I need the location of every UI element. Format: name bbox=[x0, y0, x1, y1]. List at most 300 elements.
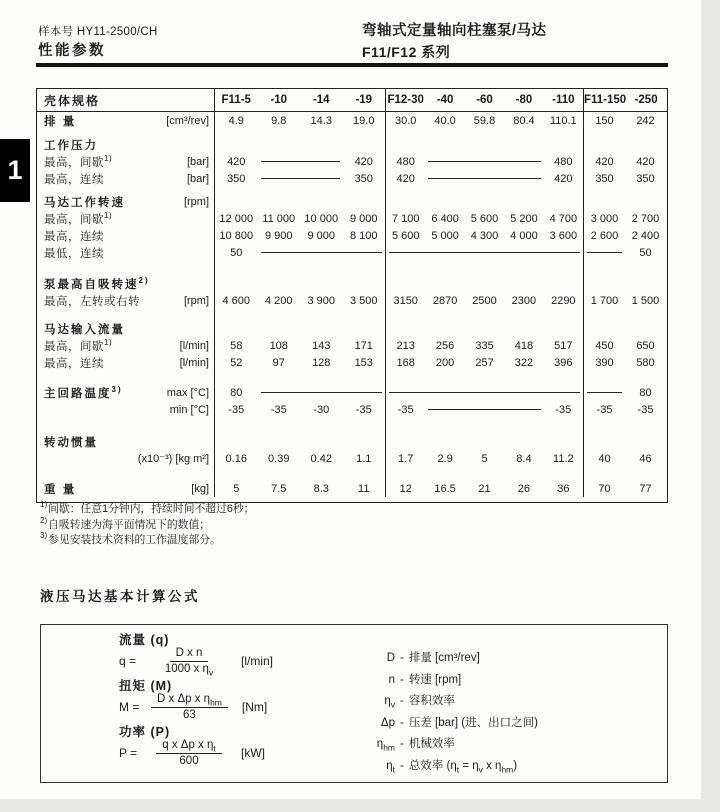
row-unit: min [°C] bbox=[169, 403, 209, 416]
cell-value: 0.39 bbox=[268, 452, 290, 465]
cell-value: 108 bbox=[269, 339, 288, 352]
fraction-numerator: D x Δp x $\eta_{hm}$ bbox=[151, 693, 228, 708]
row-label: 重 量 bbox=[44, 483, 77, 496]
formula-block bbox=[119, 633, 274, 678]
footnotes bbox=[40, 502, 254, 549]
cell-value: 480 bbox=[396, 155, 415, 168]
cell-value: 420 bbox=[595, 155, 614, 168]
table-group bbox=[214, 276, 385, 292]
table-group bbox=[385, 450, 583, 467]
row-label-cell bbox=[37, 210, 214, 227]
cell-value: 12 bbox=[399, 482, 412, 495]
cell-value: -35 bbox=[555, 403, 572, 416]
cell-value: 4 600 bbox=[222, 294, 251, 307]
cell-value: 200 bbox=[435, 356, 455, 369]
cell-value: 390 bbox=[595, 356, 614, 369]
row-label: 最高，连续 bbox=[44, 230, 104, 243]
row-label: 最低，连续 bbox=[44, 247, 104, 260]
cell-value: 4.9 bbox=[228, 114, 244, 127]
subscript: v bbox=[208, 667, 214, 678]
cell-value: 171 bbox=[354, 339, 373, 352]
table-group bbox=[583, 401, 666, 418]
span-line bbox=[587, 392, 622, 393]
cell-value: 7 100 bbox=[391, 212, 420, 225]
table-gap-row bbox=[37, 187, 667, 194]
row-label: 排 量 bbox=[44, 115, 77, 128]
footnote-marker: 3) bbox=[111, 384, 123, 394]
cell-value: 80 bbox=[230, 386, 243, 399]
subscript: t bbox=[392, 763, 395, 774]
table-group bbox=[583, 210, 666, 227]
cell-value: 242 bbox=[636, 114, 655, 127]
cell-value: 16.5 bbox=[434, 482, 456, 495]
table-row bbox=[37, 194, 667, 210]
table-group bbox=[583, 194, 666, 210]
legend-symbol: $\eta_t$ bbox=[386, 759, 395, 774]
cell-value: 143 bbox=[312, 339, 331, 352]
table-group bbox=[385, 129, 583, 137]
fraction-denominator: 63 bbox=[183, 709, 196, 721]
cell-value: 52 bbox=[230, 356, 243, 369]
table-row bbox=[37, 112, 667, 129]
legend-symbol: D bbox=[386, 652, 395, 664]
cell-value: -35 bbox=[397, 403, 414, 416]
table-group bbox=[583, 309, 666, 321]
cell-value: 2300 bbox=[511, 294, 537, 307]
cell-value: 3 600 bbox=[549, 229, 578, 242]
row-label-cell bbox=[37, 418, 214, 434]
cell-value: 580 bbox=[636, 356, 655, 369]
table-group bbox=[583, 244, 666, 261]
span-line bbox=[428, 178, 540, 179]
row-label: 最高，间歇$^{1)}$ bbox=[44, 153, 113, 169]
model-header: -60 bbox=[476, 94, 493, 106]
fraction-denominator: 600 bbox=[179, 755, 199, 767]
row-label-cell bbox=[37, 170, 214, 187]
doc-number: 样本号 HY11-2500/CH bbox=[38, 26, 158, 38]
cell-value: 153 bbox=[354, 356, 373, 369]
cell-value: 3150 bbox=[393, 294, 418, 307]
cell-value: 80.4 bbox=[513, 114, 535, 127]
legend-dash: - bbox=[400, 716, 404, 729]
cell-value: 40.0 bbox=[434, 114, 456, 127]
table-gap-row bbox=[37, 418, 667, 434]
cell-value: 5 bbox=[233, 482, 240, 495]
footnote-marker: 2) bbox=[138, 276, 150, 286]
legend-item bbox=[349, 649, 538, 671]
footnote-marker: 1) bbox=[40, 500, 48, 510]
row-unit: [rpm] bbox=[183, 196, 209, 208]
table-group bbox=[214, 450, 385, 467]
legend-text: 机械效率 bbox=[408, 738, 455, 750]
cell-value: -30 bbox=[313, 403, 330, 416]
cell-value: 4 200 bbox=[264, 294, 293, 307]
subscript: v bbox=[478, 763, 483, 774]
row-label-cell bbox=[37, 401, 214, 418]
cell-value: 350 bbox=[227, 172, 246, 185]
cell-value: 450 bbox=[595, 339, 614, 352]
cell-value: 70 bbox=[598, 482, 611, 495]
table-group bbox=[583, 129, 666, 137]
table-group bbox=[214, 467, 385, 480]
row-label-cell bbox=[37, 129, 214, 137]
table-header-row bbox=[37, 89, 667, 112]
legend-item bbox=[349, 714, 538, 736]
table-header-group bbox=[214, 89, 385, 111]
row-label-cell bbox=[37, 227, 214, 244]
product-series: F11/F12 系列 bbox=[362, 44, 451, 60]
table-group bbox=[385, 384, 583, 401]
cell-value: 19.0 bbox=[353, 114, 375, 127]
cell-value: 8.4 bbox=[516, 452, 532, 465]
table-group bbox=[385, 261, 583, 276]
table-group bbox=[214, 480, 385, 497]
page-title: 性能参数 bbox=[38, 43, 106, 59]
cell-value: 10 800 bbox=[219, 229, 254, 242]
cell-value: 36 bbox=[557, 482, 570, 495]
row-label: 转动惯量 bbox=[44, 437, 98, 449]
legend-text: 排量 [cm³/rev] bbox=[408, 652, 480, 664]
cell-value: -35 bbox=[270, 403, 287, 416]
table-group bbox=[385, 401, 583, 418]
cell-value: 1.1 bbox=[356, 452, 372, 465]
span-line bbox=[389, 252, 580, 253]
row-label: 最高，连续 bbox=[44, 357, 104, 370]
table-gap-row bbox=[37, 309, 667, 321]
footnote: $^{1)}$间歇：任意1分钟内，持续时间不超过6秒； bbox=[40, 500, 255, 515]
footnote-marker: 1) bbox=[104, 210, 113, 220]
formula-name: 扭矩 (M) bbox=[119, 679, 173, 693]
row-label: 最高，连续 bbox=[44, 173, 104, 186]
cell-value: 5 000 bbox=[431, 229, 459, 242]
table-row bbox=[37, 354, 667, 371]
cell-value: 11 000 bbox=[262, 212, 296, 225]
cell-value: 350 bbox=[354, 172, 373, 185]
table-group bbox=[214, 309, 385, 321]
table-gap-row bbox=[37, 467, 667, 480]
cell-value: -35 bbox=[228, 403, 245, 416]
table-group bbox=[583, 480, 666, 497]
subscript: hm bbox=[501, 763, 514, 774]
table-group bbox=[214, 401, 385, 418]
table-row bbox=[37, 292, 667, 309]
table-group bbox=[583, 384, 666, 401]
cell-value: 420 bbox=[354, 155, 373, 168]
formula-lhs: M = bbox=[119, 700, 140, 714]
cell-value: 21 bbox=[478, 482, 491, 495]
row-label: 最高，间歇$^{1)}$ bbox=[44, 337, 113, 353]
model-header: F11-5 bbox=[221, 94, 251, 106]
product-header bbox=[362, 21, 547, 63]
table-group bbox=[214, 187, 385, 194]
table-row bbox=[37, 337, 667, 354]
cell-value: 1 500 bbox=[631, 294, 660, 307]
table-group bbox=[214, 261, 385, 276]
table-group bbox=[214, 354, 385, 371]
header-rule bbox=[36, 63, 668, 67]
formula-row bbox=[119, 739, 273, 767]
footnote: $^{2)}$自吸转速为海平面情况下的数值； bbox=[40, 515, 211, 531]
row-label-cell bbox=[37, 194, 214, 210]
legend-dash: - bbox=[400, 695, 404, 707]
table-group bbox=[385, 337, 583, 354]
legend-dash: - bbox=[400, 652, 404, 664]
row-label: 马达工作转速 bbox=[44, 197, 125, 209]
legend-text: 转速 [rpm] bbox=[408, 673, 462, 686]
table-header-group bbox=[385, 89, 583, 111]
legend-text: 容积效率 bbox=[408, 695, 455, 707]
cell-value: 480 bbox=[554, 155, 573, 168]
row-label-cell bbox=[37, 261, 214, 276]
subscript: hm bbox=[383, 742, 395, 753]
table-group bbox=[583, 418, 666, 434]
model-header: F12-30 bbox=[387, 94, 424, 106]
cell-value: 2500 bbox=[472, 294, 497, 307]
formula-row bbox=[119, 693, 273, 721]
cell-value: 128 bbox=[312, 356, 331, 369]
cell-value: 3 500 bbox=[349, 294, 378, 307]
table-group bbox=[385, 480, 583, 497]
row-label: 最高，左转或右转 bbox=[44, 295, 140, 308]
cell-value: 3 000 bbox=[590, 212, 619, 225]
table-group bbox=[583, 153, 666, 170]
table-group bbox=[214, 137, 385, 153]
cell-value: 0.42 bbox=[310, 452, 332, 465]
table-group bbox=[583, 450, 666, 467]
row-label: 最高，间歇$^{1)}$ bbox=[44, 210, 113, 226]
section-tab: 1 bbox=[0, 139, 30, 202]
cell-value: 650 bbox=[636, 339, 655, 352]
footnote-marker: 1) bbox=[104, 153, 113, 163]
cell-value: 58 bbox=[230, 339, 243, 352]
cell-value: 420 bbox=[636, 155, 655, 168]
table-group bbox=[385, 309, 583, 321]
table-group bbox=[583, 137, 666, 153]
footnote: $^{3)}$参见安装技术资料的工作温度部分。 bbox=[40, 531, 221, 546]
table-row bbox=[37, 450, 667, 467]
row-label: 主回路温度$^{3)}$ bbox=[44, 384, 123, 400]
table-group bbox=[583, 292, 666, 309]
formula-row bbox=[119, 647, 274, 678]
formula-unit: [Nm] bbox=[241, 700, 268, 714]
cell-value: 9 000 bbox=[349, 212, 378, 225]
cell-value: 420 bbox=[396, 172, 415, 185]
row-unit: [bar] bbox=[186, 155, 209, 168]
cell-value: -35 bbox=[355, 403, 372, 416]
cell-value: 6 400 bbox=[431, 212, 459, 225]
formula-lhs: P = bbox=[119, 746, 138, 760]
cell-value: 396 bbox=[554, 356, 573, 369]
table-row bbox=[37, 244, 667, 261]
cell-value: 5 200 bbox=[510, 212, 538, 225]
model-header: -10 bbox=[270, 94, 288, 106]
span-line bbox=[261, 161, 340, 162]
legend-dash: - bbox=[400, 759, 404, 772]
cell-value: 50 bbox=[639, 246, 652, 259]
table-group bbox=[583, 276, 666, 292]
table-group bbox=[214, 371, 385, 384]
row-label: 马达输入流量 bbox=[44, 324, 125, 336]
subscript: t bbox=[213, 743, 216, 754]
legend-dash: - bbox=[400, 673, 404, 686]
row-unit: [kg] bbox=[191, 482, 209, 495]
table-group bbox=[385, 354, 583, 371]
span-line bbox=[428, 161, 540, 162]
table-group bbox=[385, 292, 583, 309]
model-header: -250 bbox=[634, 94, 658, 106]
cell-value: 5 600 bbox=[470, 212, 499, 225]
cell-value: 1.7 bbox=[398, 452, 414, 465]
span-line bbox=[587, 252, 622, 253]
cell-value: 110.1 bbox=[549, 114, 577, 127]
cell-value: 257 bbox=[475, 356, 494, 369]
cell-value: 4 300 bbox=[470, 229, 499, 242]
table-group bbox=[385, 187, 583, 194]
legend-text: 总效率 ($\eta_t = \eta_v$ x $\eta_{hm}$) bbox=[408, 759, 518, 774]
row-unit: (x10⁻³) [kg m²] bbox=[137, 453, 209, 465]
formula-name: 功率 (P) bbox=[119, 725, 171, 739]
cell-value: 12 000 bbox=[219, 212, 254, 225]
span-line bbox=[261, 178, 340, 179]
formula-list bbox=[119, 633, 273, 771]
legend-symbol: $\eta_{hm}$ bbox=[376, 738, 395, 753]
row-label-cell bbox=[37, 480, 214, 497]
subscript: v bbox=[390, 699, 395, 710]
row-label-cell bbox=[37, 292, 214, 309]
table-group bbox=[385, 418, 583, 434]
row-label-cell bbox=[37, 276, 214, 292]
row-label-cell bbox=[37, 309, 214, 321]
row-unit: [l/min] bbox=[179, 339, 209, 352]
cell-value: 7.5 bbox=[271, 482, 287, 495]
table-group bbox=[583, 112, 666, 129]
row-label-cell bbox=[37, 244, 214, 261]
table-row bbox=[37, 137, 667, 153]
table-group bbox=[583, 434, 666, 450]
table-row bbox=[37, 321, 667, 337]
span-line bbox=[389, 392, 580, 393]
table-row bbox=[37, 276, 667, 292]
model-header: -80 bbox=[515, 94, 533, 106]
table-group bbox=[214, 321, 385, 337]
table-header-group bbox=[583, 89, 666, 111]
cell-value: 97 bbox=[272, 356, 285, 369]
table-group bbox=[214, 337, 385, 354]
cell-value: 2870 bbox=[432, 294, 458, 307]
formula-fraction bbox=[151, 693, 228, 721]
table-group bbox=[583, 354, 666, 371]
table-group bbox=[214, 129, 385, 137]
row-label-cell bbox=[37, 371, 214, 384]
table-row bbox=[37, 434, 667, 450]
table-group bbox=[583, 467, 666, 480]
cell-value: 9 000 bbox=[307, 229, 336, 242]
formula-unit: [kW] bbox=[241, 746, 265, 760]
table-header-label: 壳体规格 bbox=[44, 93, 101, 108]
cell-value: 1 700 bbox=[590, 294, 619, 307]
cell-value: 5 600 bbox=[391, 229, 420, 242]
table-group bbox=[583, 170, 666, 187]
legend-item bbox=[349, 757, 538, 779]
formula-lhs: q = bbox=[119, 654, 137, 668]
cell-value: 2 400 bbox=[631, 229, 660, 242]
cell-value: 46 bbox=[639, 452, 652, 465]
fraction-numerator: D x n bbox=[170, 647, 209, 662]
row-unit: [l/min] bbox=[179, 356, 209, 369]
cell-value: -35 bbox=[637, 403, 654, 416]
span-line bbox=[428, 409, 540, 410]
cell-value: 2290 bbox=[551, 294, 576, 307]
row-label-cell bbox=[37, 321, 214, 337]
table-group bbox=[385, 371, 583, 384]
row-label: 工作压力 bbox=[44, 140, 98, 152]
table-group bbox=[385, 194, 583, 210]
legend-symbol: n bbox=[388, 673, 395, 686]
cell-value: 168 bbox=[396, 356, 415, 369]
table-group bbox=[385, 244, 583, 261]
row-label-cell bbox=[37, 112, 214, 129]
formula-block bbox=[119, 725, 273, 767]
footnote-marker: 1) bbox=[104, 337, 113, 347]
table-group bbox=[214, 434, 385, 450]
row-label: 泵最高自吸转速$^{2)}$ bbox=[44, 276, 150, 291]
cell-value: 50 bbox=[230, 246, 243, 259]
legend-symbol: $\eta_v$ bbox=[384, 695, 395, 710]
row-label-cell bbox=[37, 354, 214, 371]
table-group bbox=[583, 187, 666, 194]
cell-value: 10 000 bbox=[304, 212, 339, 225]
cell-value: 9 900 bbox=[264, 229, 293, 242]
table-group bbox=[214, 153, 385, 170]
cell-value: 4 700 bbox=[549, 212, 578, 225]
formula-unit: [l/min] bbox=[241, 654, 274, 668]
legend-text: 压差 [bar] (进、出口之间) bbox=[408, 716, 538, 729]
table-gap-row bbox=[37, 261, 667, 276]
cell-value: 59.8 bbox=[473, 114, 496, 127]
subscript: hm bbox=[210, 697, 222, 708]
table-group bbox=[214, 227, 385, 244]
cell-value: 0.16 bbox=[225, 452, 247, 465]
fraction-numerator: q x Δp x $\eta_t$ bbox=[156, 739, 222, 754]
cell-value: 335 bbox=[475, 339, 494, 352]
table-group bbox=[385, 434, 583, 450]
model-header: F11-150 bbox=[584, 94, 627, 106]
footnote-marker: 3) bbox=[40, 531, 48, 541]
cell-value: 418 bbox=[514, 339, 534, 352]
table-row bbox=[37, 401, 667, 418]
table-row bbox=[37, 227, 667, 244]
cell-value: 77 bbox=[639, 482, 652, 495]
cell-value: 350 bbox=[595, 172, 614, 185]
cell-value: 420 bbox=[227, 155, 246, 168]
subscript: t bbox=[456, 763, 460, 774]
legend-symbol: Δp bbox=[380, 716, 395, 729]
table-group bbox=[385, 153, 583, 170]
legend-item bbox=[349, 671, 538, 693]
cell-value: 350 bbox=[636, 172, 655, 185]
table-group bbox=[214, 244, 385, 261]
cell-value: 26 bbox=[517, 482, 531, 495]
row-label-cell bbox=[37, 450, 214, 467]
cell-value: 2 700 bbox=[631, 212, 660, 225]
row-label-cell bbox=[37, 337, 214, 354]
cell-value: -35 bbox=[596, 403, 613, 416]
table-group bbox=[214, 384, 385, 401]
cell-value: 11.2 bbox=[553, 452, 574, 465]
span-line bbox=[261, 252, 383, 253]
cell-value: 150 bbox=[595, 114, 614, 127]
formula-fraction bbox=[151, 739, 227, 767]
